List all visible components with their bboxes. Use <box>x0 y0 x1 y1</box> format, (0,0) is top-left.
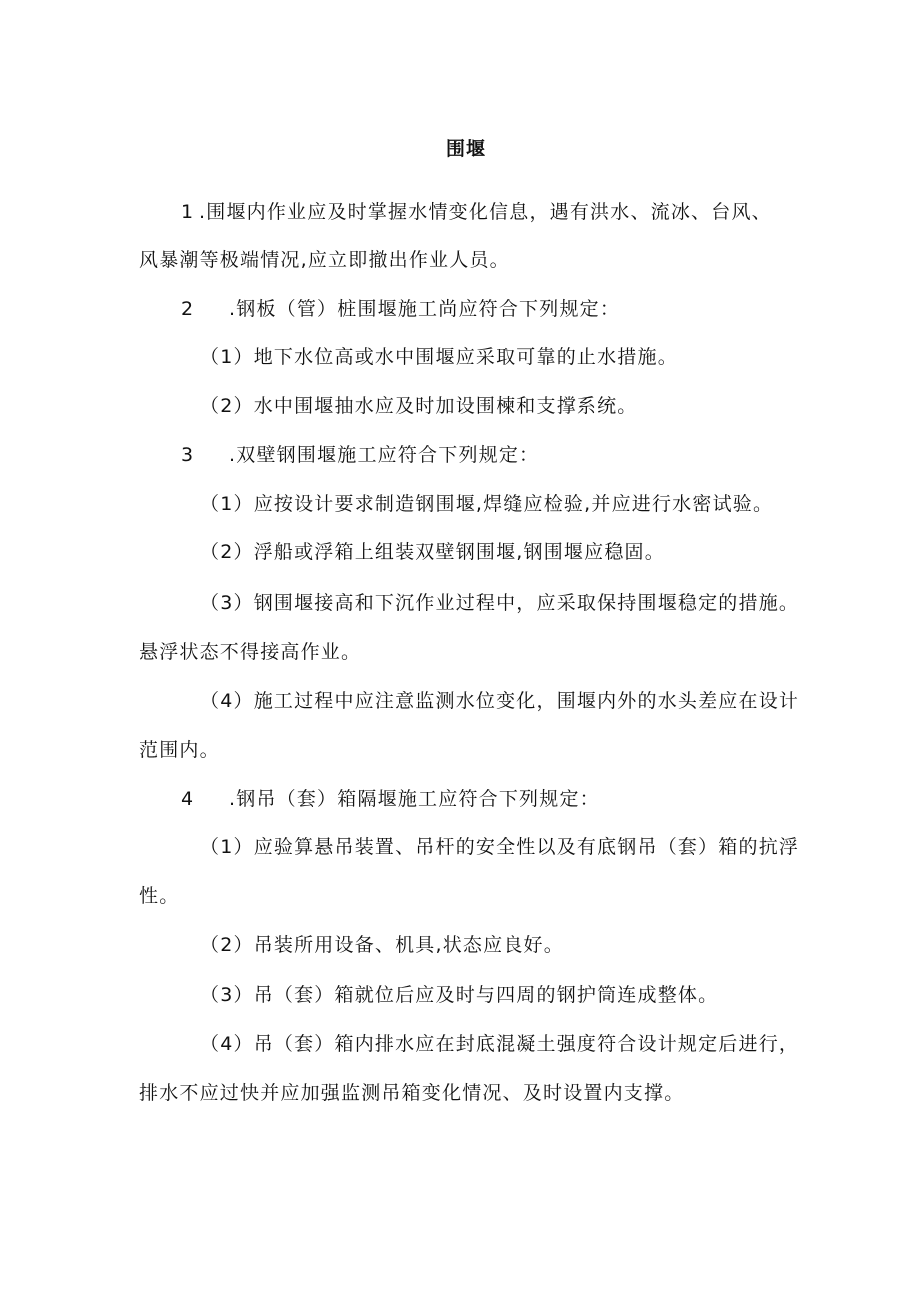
sub-item-line: （3）钢围堰接高和下沉作业过程中，应采取保持围堰稳定的措施。 <box>200 592 800 614</box>
item-text: .双壁钢围堰施工应符合下列规定： <box>229 444 540 466</box>
item-1-line <box>181 200 772 224</box>
item-number: 1 <box>181 201 195 223</box>
sub-item-line: （1）应验算悬吊装置、吊杆的安全性以及有底钢吊（套）箱的抗浮 <box>200 836 800 858</box>
page-title: 围堰 <box>445 138 486 160</box>
sub-item-line: （2）水中围堰抽水应及时加设围楝和支撑系统。 <box>200 395 638 417</box>
item-4-line <box>181 787 600 811</box>
paragraph-line: 排水不应过快并应加强监测吊箱变化情况、及时设置内支撑。 <box>139 1082 685 1104</box>
item-3-line <box>181 443 539 467</box>
paragraph-line: 悬浮状态不得接高作业。 <box>139 641 362 663</box>
item-text: .钢板（管）桩围堰施工尚应符合下列规定： <box>229 298 621 320</box>
item-number: 3 <box>181 444 195 466</box>
sub-item-line: （4）吊（套）箱内排水应在封底混凝土强度符合设计规定后进行， <box>200 1033 800 1055</box>
item-text: .钢吊（套）箱隔堰施工应符合下列规定： <box>229 788 600 810</box>
item-number: 2 <box>181 298 195 320</box>
item-2-line <box>181 297 620 321</box>
sub-item-line: （3）吊（套）箱就位后应及时与四周的钢护筒连成整体。 <box>200 984 719 1006</box>
sub-item-line: （4）施工过程中应注意监测水位变化，围堰内外的水头差应在设计 <box>200 690 800 712</box>
sub-item-line: （1）地下水位高或水中围堰应采取可靠的止水措施。 <box>200 346 678 368</box>
item-text: .围堰内作业应及时掌握水情变化信息，遇有洪水、流冰、台风、 <box>199 201 772 223</box>
item-number: 4 <box>181 788 195 810</box>
sub-item-line: （2）浮船或浮箱上组装双壁钢围堰,钢围堰应稳固。 <box>200 541 665 563</box>
sub-item-line: （2）吊装所用设备、机具,状态应良好。 <box>200 934 564 956</box>
paragraph-line: 范围内。 <box>139 739 220 761</box>
paragraph-line: 风暴潮等极端情况,应立即撤出作业人员。 <box>139 249 510 271</box>
sub-item-line: （1）应按设计要求制造钢围堰,焊缝应检验,并应进行水密试验。 <box>200 493 774 515</box>
paragraph-line: 性。 <box>139 885 180 907</box>
